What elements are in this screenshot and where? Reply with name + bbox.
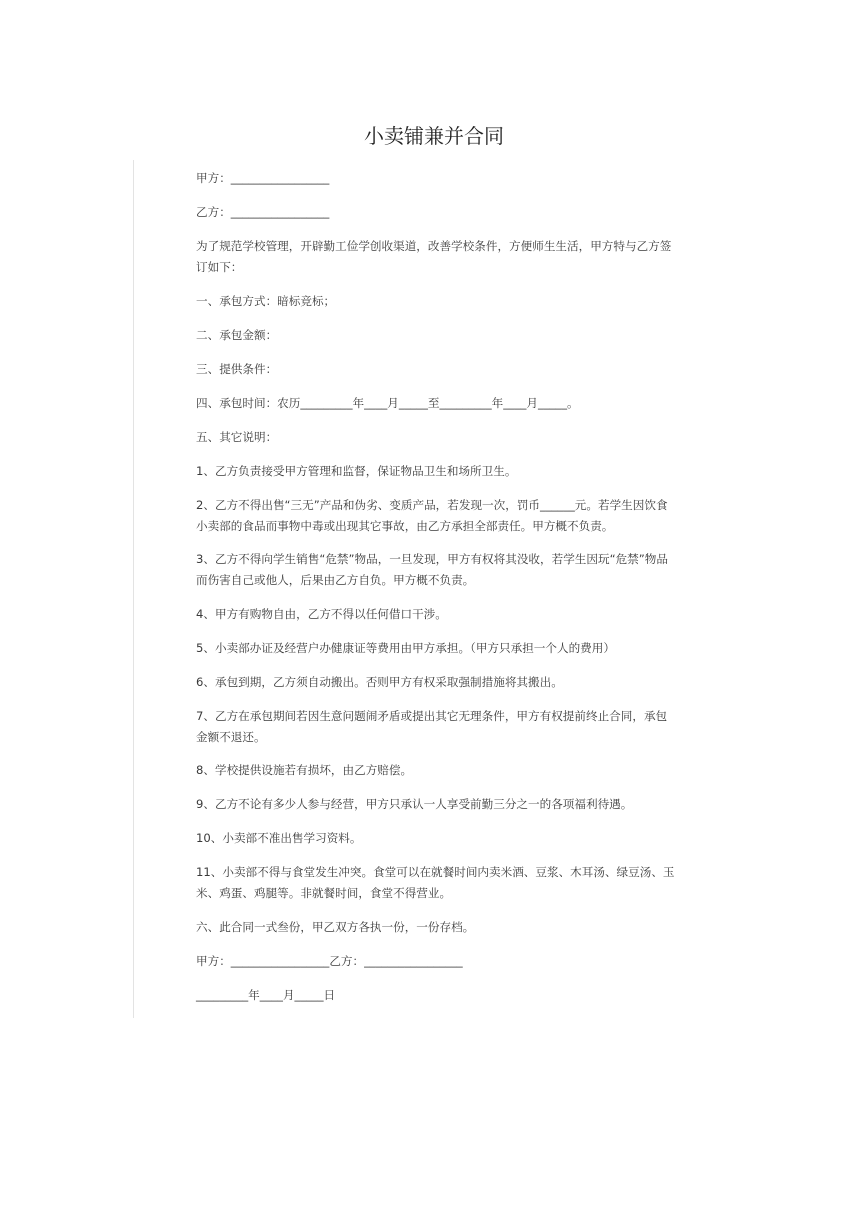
note-item-3: 3、乙方不得向学生销售“危禁”物品，一旦发现，甲方有权将其没收，若学生因玩“危禁”物品而伤害自己或他人，后果由乙方自负。甲方概不负责。 [196,552,668,587]
note-item-9: 9、乙方不论有多少人参与经营，甲方只承认一人享受前勤三分之一的各项福利待遇。 [196,797,633,811]
note-item-11: 11、小卖部不得与食堂发生冲突。食堂可以在就餐时间内卖米酒、豆浆、木耳汤、绿豆汤、玉米、鸡蛋、鸡腿等。非就餐时间，食堂不得营业。 [196,865,675,900]
signature-line: 甲方：_________________乙方：_________________ [196,953,463,968]
note-item-4: 4、甲方有购物自由，乙方不得以任何借口干涉。 [196,606,447,621]
note-item-6: 6、承包到期，乙方须自动搬出。否则甲方有权采取强制措施将其搬出。 [196,674,563,689]
note-item-8: 8、学校提供设施若有损坏，由乙方赔偿。 [196,763,413,777]
party-a-line: 甲方：_________________ [196,171,330,185]
clause-contract-amount: 二、承包金额： [196,327,278,342]
note-item-1: 1、乙方负责接受甲方管理和监督，保证物品卫生和场所卫生。 [196,463,517,478]
clause-contract-method: 一、承包方式：暗标竞标； [196,293,336,308]
date-line: _________年____月_____日 [196,987,336,1002]
clause-provided-conditions: 三、提供条件： [196,361,278,376]
party-b-line: 乙方：_________________ [196,205,330,219]
note-item-5: 5、小卖部办证及经营户办健康证等费用由甲方承担。（甲方只承担一个人的费用） [196,640,615,655]
note-item-2: 2、乙方不得出售“三无”产品和伪劣、变质产品，若发现一次，罚币______元。若学生因饮食小卖部的食品而事物中毒或出现其它事故，由乙方承担全部责任。甲方概不负责。 [196,497,668,533]
clause-copies: 六、此合同一式叁份，甲乙双方各执一份，一份存档。 [196,919,475,934]
note-item-7: 7、乙方在承包期间若因生意问题闹矛盾或提出其它无理条件，甲方有权提前终止合同，承包金额不退还。 [196,708,668,744]
document-body [196,168,676,1019]
note-item-10: 10、小卖部不准出售学习资料。 [196,831,362,845]
clause-other-notes-heading: 五、其它说明： [196,429,278,444]
clause-contract-period: 四、承包时间：农历_________年____月_____至_________年____月_____。 [196,395,579,410]
left-margin-rule [133,160,134,1018]
document-title: 小卖铺兼并合同 [364,124,504,148]
preamble-paragraph: 为了规范学校管理，开辟勤工俭学创收渠道，改善学校条件，方便师生生活，甲方特与乙方签订如下： [196,239,672,274]
